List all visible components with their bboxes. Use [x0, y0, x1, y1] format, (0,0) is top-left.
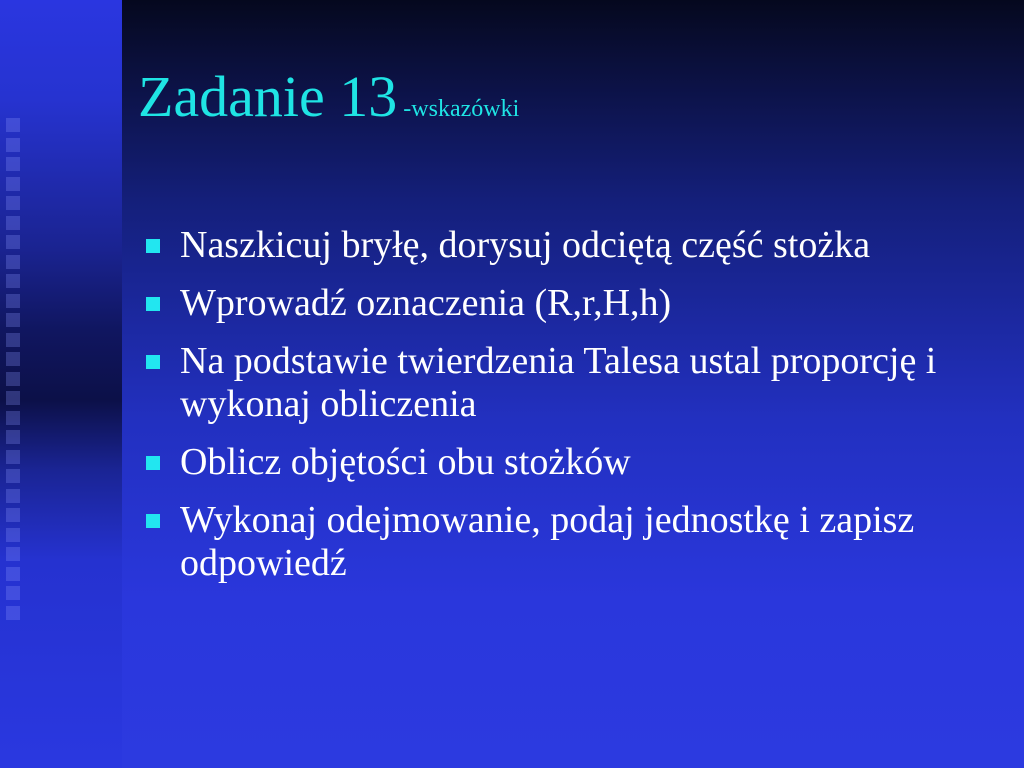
- left-decorative-band: [0, 0, 122, 768]
- square-bullet-icon: [146, 456, 160, 470]
- bullet-text: Naszkicuj bryłę, dorysuj odciętą część stożka: [180, 224, 871, 266]
- square-bullet-icon: [146, 514, 160, 528]
- bullet-item: [144, 224, 1004, 267]
- bullet-list: [144, 224, 1004, 600]
- square-bullet-icon: [146, 239, 160, 253]
- decorative-squares: [6, 118, 28, 625]
- bullet-item: [144, 441, 1004, 484]
- bullet-text: Na podstawie twierdzenia Talesa ustal proporcję i wykonaj obliczenia: [180, 340, 937, 425]
- bullet-text: Wprowadź oznaczenia (R,r,H,h): [180, 282, 672, 324]
- title-subtitle: -wskazówki: [403, 96, 520, 122]
- square-bullet-icon: [146, 355, 160, 369]
- slide-title: [138, 64, 520, 129]
- bullet-item: [144, 340, 1004, 426]
- square-bullet-icon: [146, 297, 160, 311]
- bullet-item: [144, 499, 1004, 585]
- bullet-text: Wykonaj odejmowanie, podaj jednostkę i zapisz odpowiedź: [180, 499, 915, 584]
- title-main: Zadanie 13: [138, 64, 398, 129]
- bullet-item: [144, 282, 1004, 325]
- bullet-text: Oblicz objętości obu stożków: [180, 441, 631, 483]
